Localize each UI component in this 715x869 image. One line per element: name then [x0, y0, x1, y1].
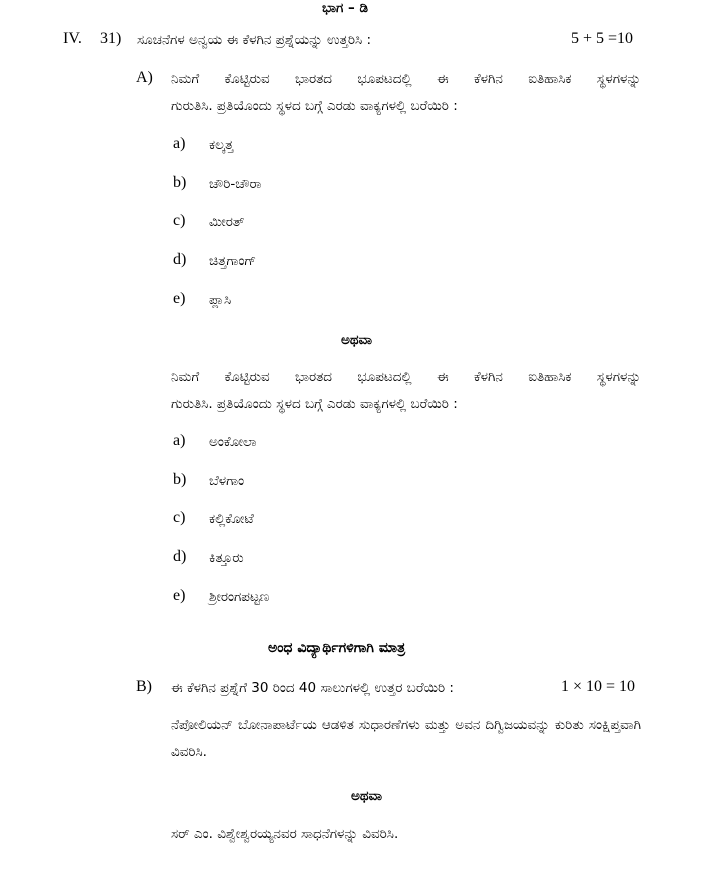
blind-students-heading: ಅಂಧ ವಿದ್ಯಾರ್ಥಿಗಳಿಗಾಗಿ ಮಾತ್ರ — [268, 640, 406, 656]
section-a-instruction-line2: ಗುರುತಿಸಿ. ಪ್ರತಿಯೊಂದು ಸ್ಥಳದ ಬಗ್ಗೆ ಎರಡು ವಾಕ್ಯಗಳಲ್ಲಿ ಬರೆಯಿರಿ : — [171, 98, 458, 114]
list-item-label: c) — [173, 212, 186, 229]
section-b-marks: 1 × 10 = 10 — [561, 678, 636, 695]
question-roman-numeral: IV. — [63, 30, 82, 47]
list-item-text: ಕಿತ್ತೂರು — [209, 550, 244, 566]
section-a-instruction-line1: ನಿಮಗೆ ಕೊಟ್ಟಿರುವ ಭಾರತದ ಭೂಪಟದಲ್ಲಿ ಈ ಕೆಳಗಿನ ಐತಿಹಾಸಿಕ ಸ್ಥಳಗಳನ್ನು — [171, 71, 641, 87]
list-item-label: b) — [173, 471, 187, 488]
list-item-label: d) — [173, 251, 187, 268]
section-b-instruction: ಈ ಕೆಳಗಿನ ಪ್ರಶ್ನೆಗೆ 30 ರಿಂದ 40 ಸಾಲುಗಳಲ್ಲಿ ಉತ್ತರ ಬರೆಯಿರಿ : — [171, 680, 454, 696]
section-a-label: A) — [136, 69, 153, 86]
list-item-label: c) — [173, 509, 186, 526]
section-a-alt-instruction-line2: ಗುರುತಿಸಿ. ಪ್ರತಿಯೊಂದು ಸ್ಥಳದ ಬಗ್ಗೆ ಎರಡು ವಾಕ್ಯಗಳಲ್ಲಿ ಬರೆಯಿರಿ : — [171, 396, 458, 412]
list-item-text: ಶ್ರೀರಂಗಪಟ್ಟಣ — [209, 589, 270, 605]
list-item-text: ಅಂಕೋಲಾ — [209, 434, 257, 450]
question-marks: 5 + 5 =10 — [571, 30, 634, 47]
list-item-label: a) — [173, 432, 186, 449]
list-item-text: ಕಲ್ಕತ್ತ — [209, 137, 234, 153]
part-title: ಭಾಗ – ಡಿ — [322, 0, 368, 16]
list-item-label: e) — [173, 587, 186, 604]
list-item-text: ಚಿತ್ತಗಾಂಗ್ — [209, 253, 257, 269]
list-item-label: d) — [173, 548, 187, 565]
list-item-text: ಬೆಳಗಾಂ — [209, 473, 245, 489]
list-item-label: b) — [173, 174, 187, 191]
question-instruction: ಸೂಚನೆಗಳ ಅನ್ವಯ ಈ ಕೆಳಗಿನ ಪ್ರಶ್ನೆಯನ್ನು ಉತ್ತರಿಸಿ : — [137, 32, 371, 48]
or-divider: ಅಥವಾ — [351, 788, 383, 804]
section-b-alt-question: ಸರ್ ಎಂ. ವಿಶ್ವೇಶ್ವರಯ್ಯನವರ ಸಾಧನೆಗಳನ್ನು ವಿವರಿಸಿ. — [171, 826, 399, 842]
list-item-label: e) — [173, 290, 186, 307]
question-number: 31) — [100, 30, 122, 47]
section-a-alt-instruction-line1: ನಿಮಗೆ ಕೊಟ್ಟಿರುವ ಭಾರತದ ಭೂಪಟದಲ್ಲಿ ಈ ಕೆಳಗಿನ ಐತಿಹಾಸಿಕ ಸ್ಥಳಗಳನ್ನು — [171, 369, 641, 385]
list-item-label: a) — [173, 135, 186, 152]
list-item-text: ಮೀರತ್ — [209, 214, 245, 230]
list-item-text: ಕಲ್ಲಿಕೋಟೆ — [209, 511, 254, 527]
list-item-text: ಪ್ಲಾಸಿ — [209, 292, 232, 308]
list-item-text: ಚೌರಿ-ಚೌರಾ — [209, 176, 262, 192]
section-b-label: B) — [136, 678, 152, 695]
section-b-question: ನೆಪೋಲಿಯನ್ ಬೋನಾಪಾರ್ಟೆಯ ಆಡಳಿತ ಸುಧಾರಣೆಗಳು ಮತ್ತು ಅವನ ದಿಗ್ವಿಜಯವನ್ನು ಕುರಿತು ಸಂಕ್ಷಿಪ್ತವಾಗಿ ವಿವರಿಸಿ. — [171, 717, 641, 760]
or-divider: ಅಥವಾ — [341, 332, 373, 348]
